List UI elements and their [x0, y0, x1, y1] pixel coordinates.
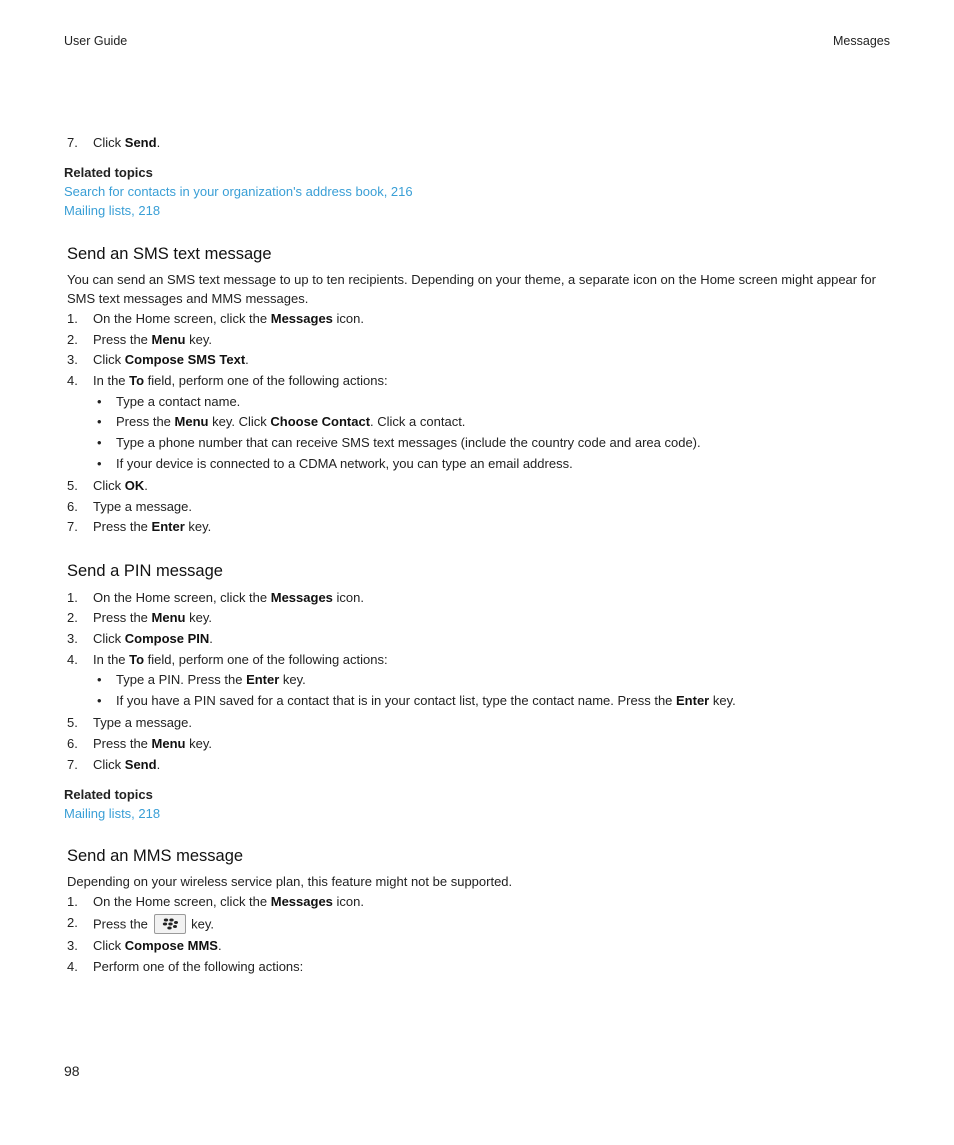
step-text: Perform one of the following actions:	[93, 959, 304, 974]
running-header-right: Messages	[833, 34, 890, 48]
blackberry-menu-key-icon	[154, 914, 186, 934]
step-text: Press the Menu key.	[93, 332, 212, 347]
step-number: 2.	[67, 915, 78, 930]
step-text: On the Home screen, click the Messages icon.	[93, 311, 364, 326]
step-text: Type a message.	[93, 499, 192, 514]
bullet-marker: •	[97, 435, 102, 450]
running-header-left: User Guide	[64, 34, 128, 48]
step-number: 4.	[67, 652, 78, 667]
step-text: Click OK.	[93, 478, 148, 493]
step-text: Click Send.	[93, 757, 161, 772]
section-heading-pin: Send a PIN message	[67, 562, 223, 580]
step-number: 6.	[67, 736, 78, 751]
bullet-marker: •	[97, 414, 102, 429]
related-topic-link[interactable]: Mailing lists, 218	[64, 806, 161, 821]
step-text: Click Compose PIN.	[93, 631, 213, 646]
step-number: 3.	[67, 352, 78, 367]
section-heading-sms: Send an SMS text message	[67, 245, 272, 263]
step-text: Click Send.	[93, 135, 161, 150]
step-number: 7.	[67, 757, 78, 772]
step-number: 2.	[67, 332, 78, 347]
bullet-marker: •	[97, 394, 102, 409]
step-text: Press the Enter key.	[93, 519, 212, 534]
bullet-marker: •	[97, 456, 102, 471]
step-number: 4.	[67, 373, 78, 388]
step-number: 4.	[67, 959, 78, 974]
step-text: Press the Menu key.	[93, 736, 212, 751]
step-number: 3.	[67, 631, 78, 646]
section-intro: Depending on your wireless service plan, this feature might not be supported.	[67, 874, 513, 889]
step-number: 3.	[67, 938, 78, 953]
step-text: Click Compose SMS Text.	[93, 352, 249, 367]
step-number: 2.	[67, 610, 78, 625]
bullet-text: If you have a PIN saved for a contact that is in your contact list, type the contact name. Press the Enter key.	[116, 693, 736, 708]
step-number: 1.	[67, 311, 78, 326]
bullet-marker: •	[97, 672, 102, 687]
step-number: 1.	[67, 894, 78, 909]
step-text: On the Home screen, click the Messages icon.	[93, 590, 364, 605]
related-topics-heading: Related topics	[64, 165, 153, 180]
bullet-marker: •	[97, 693, 102, 708]
related-topic-link[interactable]: Mailing lists, 218	[64, 203, 161, 218]
step-text: Press the Menu key.	[93, 610, 212, 625]
step-number: 5.	[67, 478, 78, 493]
bullet-text: Type a phone number that can receive SMS text messages (include the country code and area code).	[116, 435, 701, 450]
page-number: 98	[64, 1063, 80, 1079]
section-heading-mms: Send an MMS message	[67, 847, 244, 865]
step-number: 6.	[67, 499, 78, 514]
bullet-text: Type a PIN. Press the Enter key.	[116, 672, 306, 687]
step-text: In the To field, perform one of the following actions:	[93, 373, 388, 388]
step-number: 1.	[67, 590, 78, 605]
bullet-text: If your device is connected to a CDMA network, you can type an email address.	[116, 456, 573, 471]
step-text: Click Compose MMS.	[93, 938, 222, 953]
related-topic-link[interactable]: Search for contacts in your organization's address book, 216	[64, 184, 413, 199]
bullet-text: Press the Menu key. Click Choose Contact. Click a contact.	[116, 414, 466, 429]
step-number: 5.	[67, 715, 78, 730]
step-text: Press the key.	[93, 915, 214, 935]
section-intro: You can send an SMS text message to up to ten recipients. Depending on your theme, a separate icon on the Home screen might appear for SMS text messages and MMS messages.	[67, 272, 876, 306]
step-number: 7.	[67, 135, 78, 150]
step-text: On the Home screen, click the Messages icon.	[93, 894, 364, 909]
step-text: Type a message.	[93, 715, 192, 730]
related-topics-heading: Related topics	[64, 787, 153, 802]
bullet-text: Type a contact name.	[116, 394, 241, 409]
step-text: In the To field, perform one of the following actions:	[93, 652, 388, 667]
step-number: 7.	[67, 519, 78, 534]
